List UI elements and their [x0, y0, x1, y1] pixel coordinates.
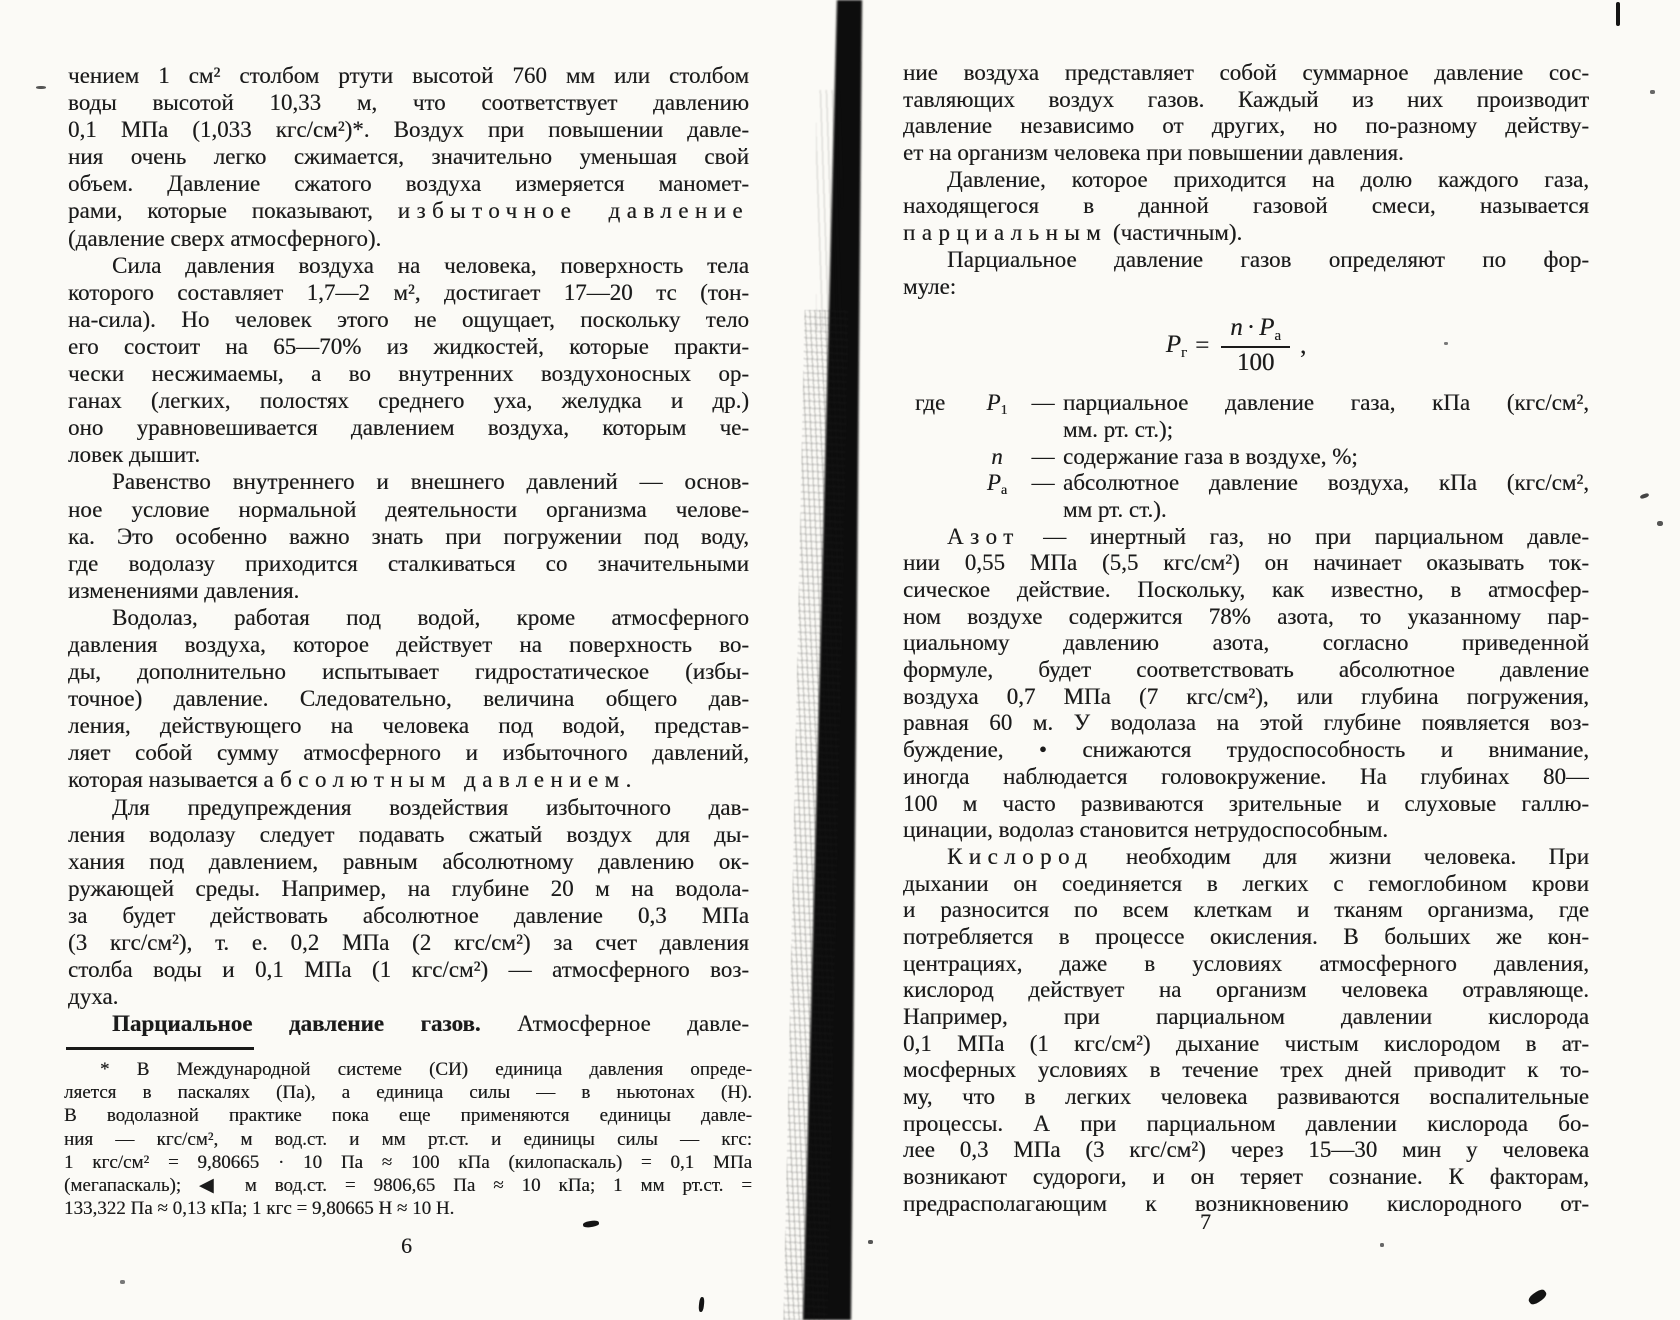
text-segment: ния очень легко сжимается, значительно уменьшая свой	[68, 144, 749, 170]
text-segment: чески несжимаемы, а во внутренних воздухоносных ор-	[68, 361, 749, 387]
text-segment: Водолаз, работая под водой, кроме атмосферного	[112, 604, 749, 630]
text-segment: 133,322 Па ≈ 0,13 кПа; 1 кгс = 9,80665 Н ≈ 10 Н.	[64, 1198, 455, 1220]
text-line	[903, 247, 1589, 274]
text-line	[68, 387, 749, 414]
text-line	[64, 1104, 752, 1127]
formula-definition-row	[903, 470, 1589, 523]
text-line	[68, 902, 749, 929]
text-segment: оно уравновешивается давлением воздуха, которым че-	[68, 415, 749, 441]
text-segment: за будет действовать абсолютное давление 0,3 МПа	[68, 902, 749, 928]
text-segment: Парциальное давление газов определяют по фор-	[947, 246, 1589, 272]
text-segment: необходим для жизни человека. При	[1093, 843, 1589, 869]
text-segment: возникают судороги, и он теряет сознание. К факторам,	[903, 1164, 1589, 1190]
text-line	[903, 1084, 1589, 1111]
definition-intro	[903, 444, 971, 471]
text-segment: 0,1 МПа (1,033 кгс/см²)*. Воздух при повышении давле-	[68, 117, 749, 143]
text-line	[68, 875, 749, 902]
text-line	[68, 496, 749, 523]
text-segment: духа.	[68, 984, 119, 1010]
text-segment: лее 0,3 МПа (3 кгс/см²) через 15—30 мин у человека	[903, 1137, 1589, 1163]
scan-speck	[1657, 521, 1663, 526]
text-line	[68, 62, 749, 89]
text-line	[903, 140, 1589, 167]
formula-definitions-list	[903, 390, 1589, 523]
left-page-text-column	[68, 62, 749, 1037]
text-segment: ет на организм человека при повышении давления.	[903, 140, 1404, 166]
text-line: содержание газа в воздухе, %;	[1063, 443, 1358, 469]
page-number-left: 6	[401, 1233, 412, 1258]
text-segment: сическое действие. Поскольку, как известно, в атмосфер-	[903, 577, 1589, 602]
text-segment: чением 1 см² столбом ртути высотой 760 мм или столбом	[68, 63, 749, 88]
text-line	[68, 116, 749, 143]
text-line	[903, 710, 1589, 737]
text-segment: В водолазной практике пока еще применяются единицы давле-	[64, 1105, 752, 1127]
text-segment: (мегапаскаль); ◀ м вод.ст. = 9806,65 Па ≈ 10 кПа; 1 мм рт.ст. =	[64, 1174, 752, 1196]
text-line	[68, 89, 749, 116]
text-line	[68, 956, 749, 983]
text-segment: мосферных условиях в течение трех дней приводит к то-	[903, 1057, 1589, 1083]
text-line	[68, 577, 749, 604]
text-line	[903, 87, 1589, 114]
text-line	[64, 1081, 752, 1104]
text-segment: и разносится по всем клеткам и тканям организма, где	[903, 897, 1589, 923]
text-line	[68, 631, 749, 658]
text-segment: цинации, водолаз становится нетрудоспособным.	[903, 817, 1389, 843]
page-number-right: 7	[1200, 1209, 1211, 1234]
text-line	[68, 279, 749, 306]
text-segment: Атмосферное давле-	[480, 1011, 749, 1037]
right-page-top-paragraphs	[903, 60, 1589, 300]
right-page-text-column	[903, 60, 1589, 1218]
text-line	[68, 333, 749, 360]
text-segment: воздуха 0,7 МПа (7 кгс/см²), или глубина погружения,	[903, 683, 1589, 709]
text-segment: иногда наблюдается головокружение. На глубинах 80—	[903, 763, 1589, 789]
definition-term: $P_1$	[986, 390, 1008, 419]
formula-numerator-n: n	[1230, 314, 1243, 342]
text-segment: муле:	[903, 273, 957, 299]
text-segment: процессы. А при парциальном давлении кислорода бо-	[903, 1110, 1589, 1136]
text-segment: где водолазу приходится сталкиваться со значительными	[68, 550, 749, 576]
definition-text	[1063, 444, 1589, 471]
text-segment: буждение, • снижаются трудоспособность и внимание,	[903, 737, 1589, 763]
text-line	[903, 737, 1589, 764]
text-line	[68, 685, 749, 712]
text-segment: воды высотой 10,33 м, что соответствует давлению	[68, 90, 749, 116]
text-line	[903, 844, 1589, 871]
text-line	[68, 929, 749, 956]
text-segment: ляет собой сумму атмосферного и избыточного давлений,	[68, 740, 749, 766]
definition-intro: где	[915, 390, 946, 416]
formula-equals-sign: =	[1195, 332, 1210, 360]
text-segment: ления, действующего на человека под водой, представ-	[68, 713, 749, 739]
text-segment: му, что в легких человека развиваются воспалительные	[903, 1084, 1589, 1110]
text-segment: дыхании он соединяется в легких с гемоглобином крови	[903, 870, 1589, 896]
formula-lhs-symbol: P	[1165, 330, 1181, 358]
letterspaced-term: избыточное давление	[397, 198, 749, 224]
text-segment: ния — кгс/см², м вод.ст. и мм рт.ст. и единицы силы — кгс:	[64, 1128, 752, 1150]
scan-speck	[1527, 1287, 1548, 1306]
text-line	[68, 983, 749, 1010]
formula-numerator-P: P	[1259, 314, 1275, 342]
text-line	[68, 739, 749, 766]
text-line	[903, 193, 1589, 220]
text-line	[68, 821, 749, 848]
partial-pressure-formula	[893, 316, 1579, 376]
text-segment: рами, которые показывают,	[68, 198, 398, 224]
letterspaced-term: Азот	[947, 523, 1020, 549]
formula-definition-row	[903, 444, 1589, 471]
gutter-grain-noise	[783, 310, 848, 1320]
text-segment: изменениями давления.	[68, 577, 300, 603]
letterspaced-term: Кислород	[947, 843, 1094, 869]
text-line	[68, 197, 749, 224]
text-line	[68, 441, 749, 468]
text-line: абсолютное давление воздуха, кПа (кгс/см²,	[1063, 470, 1589, 496]
text-line	[903, 1031, 1589, 1058]
text-segment: Равенство внутреннего и внешнего давлений — основ-	[112, 469, 749, 495]
text-line	[903, 1057, 1589, 1084]
text-segment: Парциальное давление газов.	[112, 1011, 481, 1037]
text-line	[68, 360, 749, 387]
text-segment: ка. Это особенно важно знать при погружении под воду,	[68, 523, 749, 549]
text-segment: ляется в паскалях (Па), а единица силы — в ньютонах (Н).	[64, 1082, 752, 1104]
text-segment: Сила давления воздуха на человека, поверхность тела	[112, 252, 749, 278]
text-line	[903, 764, 1589, 791]
text-line	[903, 791, 1589, 818]
text-line	[68, 225, 749, 252]
text-line	[68, 306, 749, 333]
formula-fraction	[1221, 314, 1290, 378]
text-segment: кислород действует на организм человека отравляюще.	[903, 977, 1589, 1003]
text-segment: формуле, будет соответствовать абсолютное давление	[903, 657, 1589, 683]
gutter-grain-noise-top	[816, 90, 842, 330]
text-line	[903, 113, 1589, 140]
text-line	[903, 1004, 1589, 1031]
text-line	[903, 274, 1589, 301]
footnote-divider	[66, 1047, 254, 1050]
text-segment: ды, дополнительно испытывает гидростатическое (избы-	[68, 659, 749, 685]
text-segment: 0,1 МПа (1 кгс/см²) дыхание чистым кислородом в ат-	[903, 1030, 1589, 1056]
definition-dash: —	[1031, 470, 1055, 496]
text-line	[68, 1010, 749, 1037]
text-line	[64, 1058, 752, 1081]
letterspaced-term: парциальным	[903, 220, 1108, 246]
scan-speck	[36, 86, 46, 89]
footnote-block	[64, 1058, 752, 1220]
text-segment: на-сила). Но человек этого не ощущает, поскольку тело	[68, 306, 749, 332]
text-line	[68, 170, 749, 197]
text-line	[68, 848, 749, 875]
text-line	[903, 550, 1589, 577]
text-line	[68, 550, 749, 577]
text-segment: давления воздуха, которое действует на поверхность во-	[68, 631, 749, 657]
formula-lhs-subscript: г	[1180, 344, 1188, 361]
text-line: мм. рт. ст.);	[1063, 416, 1173, 442]
text-segment: столба воды и 0,1 МПа (1 кгс/см²) — атмосферного воз-	[68, 957, 749, 983]
text-segment: равная 60 м. У водолаза на этой глубине появляется воз-	[903, 710, 1589, 736]
scan-speck	[1616, 2, 1620, 26]
text-segment: тавляющих воздух газов. Каждый из них производит	[903, 86, 1589, 112]
text-segment: ном воздухе содержится 78% азота, то указанному пар-	[903, 603, 1589, 629]
text-segment: потребляется в процессе окисления. В больших же кон-	[903, 923, 1589, 949]
text-line	[903, 897, 1589, 924]
text-segment: находящегося в данной газовой смеси, называется	[903, 193, 1589, 219]
text-segment: ружающей среды. Например, на глубине 20 м на водола-	[68, 875, 749, 901]
formula-numerator-subscript: а	[1274, 328, 1282, 345]
text-segment: (3 кгс/см²), т. е. 0,2 МПа (2 кгс/см²) за счет давления	[68, 930, 749, 955]
text-segment: точное) давление. Следовательно, величина общего дав-	[68, 686, 749, 712]
formula-comma: ,	[1300, 332, 1307, 360]
formula-numerator	[1221, 314, 1290, 348]
text-line	[903, 657, 1589, 684]
text-line	[903, 977, 1589, 1004]
text-segment: которая называется	[68, 767, 264, 793]
text-line	[64, 1197, 752, 1220]
definition-text	[1063, 470, 1589, 523]
text-line	[903, 951, 1589, 978]
text-line	[903, 924, 1589, 951]
text-line	[68, 252, 749, 279]
scan-speck	[1640, 493, 1650, 500]
text-segment: Для предупреждения воздействия избыточного дав-	[112, 794, 749, 820]
text-segment: ние воздуха представляет собой суммарное давление сос-	[903, 60, 1589, 85]
text-line	[68, 658, 749, 685]
text-segment: * В Международной системе (СИ) единица давления опреде-	[100, 1059, 752, 1080]
text-segment: .	[625, 767, 632, 793]
scan-speck	[868, 1240, 873, 1244]
text-line	[903, 577, 1589, 604]
text-line	[903, 871, 1589, 898]
text-segment: (давление сверх атмосферного).	[68, 225, 382, 251]
text-line	[903, 630, 1589, 657]
text-segment: объем. Давление сжатого воздуха измеряется маномет-	[68, 171, 749, 197]
text-line	[68, 766, 749, 793]
text-segment: циальному давлению азота, согласно приведенной	[903, 630, 1589, 656]
text-line	[68, 712, 749, 739]
text-segment: ления водолазу следует подавать сжатый воздух для ды-	[68, 821, 749, 847]
multiplication-dot: ·	[1246, 314, 1256, 342]
text-segment: ганах (легких, полостях среднего уха, желудка и др.)	[68, 388, 749, 414]
text-line	[68, 604, 749, 631]
text-line	[903, 167, 1589, 194]
text-segment: нии 0,55 МПа (5,5 кгс/см²) он начинает оказывать ток-	[903, 550, 1589, 576]
text-line	[903, 1111, 1589, 1138]
text-line	[903, 1137, 1589, 1164]
formula-lhs	[1166, 331, 1187, 362]
text-line	[64, 1151, 752, 1174]
text-line	[68, 414, 749, 441]
scan-speck	[1650, 90, 1655, 94]
text-segment: Давление, которое приходится на долю каждого газа,	[947, 166, 1589, 192]
text-line: мм рт. ст.).	[1063, 496, 1167, 522]
text-line	[903, 817, 1589, 844]
scan-speck	[120, 1280, 125, 1284]
text-line	[64, 1128, 752, 1151]
text-line	[68, 794, 749, 821]
text-line	[903, 1164, 1589, 1191]
text-line	[903, 60, 1589, 87]
formula-definition-row	[903, 390, 1589, 443]
text-segment: ловек дышит.	[68, 442, 201, 468]
text-segment: Например, при парциальном давлении кислорода	[903, 1004, 1589, 1029]
text-segment: 1 кгс/см² = 9,80665 · 10 Па ≈ 100 кПа (килопаскаль) = 0,1 МПа	[64, 1151, 752, 1173]
formula-denominator: 100	[1236, 348, 1275, 376]
text-line	[68, 468, 749, 495]
right-page-bottom-paragraphs	[903, 524, 1589, 1218]
text-segment: его состоит на 65—70% из жидкостей, которые практи-	[68, 333, 749, 359]
text-line	[903, 220, 1589, 247]
text-line	[903, 524, 1589, 551]
definition-term: $P_а$	[986, 470, 1008, 499]
definition-text	[1063, 390, 1589, 443]
text-segment: — инертный газ, но при парциальном давле-	[1019, 523, 1589, 549]
text-segment: 100 м часто развиваются зрительные и слуховые галлю-	[903, 790, 1589, 816]
text-segment: предрасполагающим к возникновению кислородного от-	[903, 1190, 1589, 1216]
text-segment: (частичным).	[1107, 220, 1243, 246]
definition-intro	[903, 470, 971, 497]
definition-dash: —	[1031, 443, 1055, 469]
scan-speck	[583, 1220, 600, 1228]
text-line	[68, 143, 749, 170]
definition-dash: —	[1031, 390, 1055, 416]
text-line: парциальное давление газа, кПа (кгс/см²,	[1063, 390, 1589, 416]
text-line	[903, 684, 1589, 711]
scan-speck	[698, 1297, 705, 1312]
definition-term: n	[991, 443, 1003, 469]
letterspaced-term: абсолютным давлением	[263, 767, 626, 793]
text-segment: хания под давлением, равным абсолютному давлению ок-	[68, 848, 749, 874]
text-line	[903, 1191, 1589, 1218]
text-line	[68, 523, 749, 550]
text-line	[64, 1174, 752, 1197]
text-line	[903, 604, 1589, 631]
scan-speck	[1380, 1243, 1384, 1247]
text-segment: центрациях, даже в условиях атмосферного давления,	[903, 950, 1589, 976]
text-segment: давление независимо от других, но по-разному действу-	[903, 113, 1589, 139]
text-segment: ное условие нормальной деятельности организма челове-	[68, 496, 749, 522]
text-segment: которого составляет 1,7—2 м², достигает 17—20 тс (тон-	[68, 279, 749, 305]
